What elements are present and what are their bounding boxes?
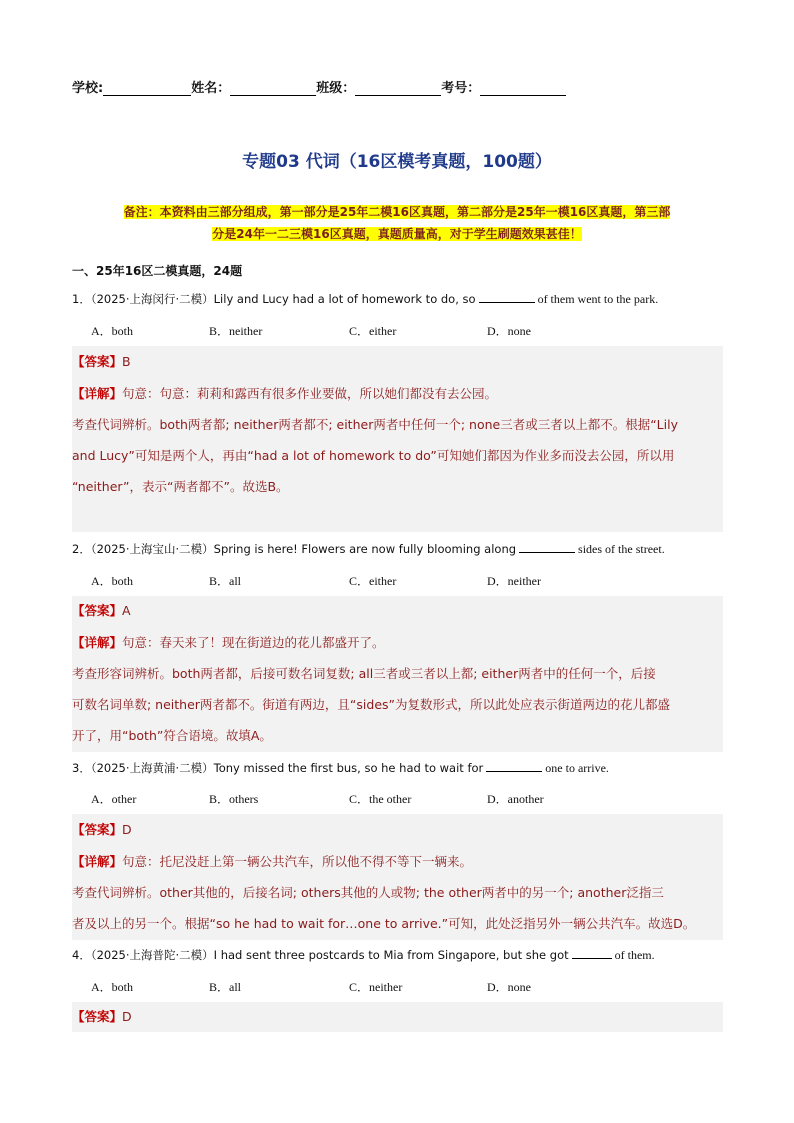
note-box bbox=[72, 201, 722, 245]
answer-line bbox=[72, 602, 131, 620]
detail-line: 可数名词单数; neither两者都不。街道有两边，且“sides”为复数形式，所以此处应表示街道两边的花儿都盛 bbox=[72, 697, 670, 712]
option-c[interactable]: C．the other bbox=[349, 792, 412, 806]
detail-line: “neither”，表示“两者都不”。故选B。 bbox=[72, 479, 289, 494]
class-field[interactable] bbox=[355, 81, 441, 96]
answer-value: D bbox=[122, 822, 132, 837]
question-text-end: of them went to the park. bbox=[537, 292, 659, 306]
answer-value: B bbox=[122, 354, 131, 369]
question-2-stem bbox=[72, 540, 722, 558]
answer-line bbox=[72, 1008, 132, 1026]
detail-line: 考查形容词辨析。both两者都，后接可数名词复数; all三者或三者以上都; either两者中的任何一个，后接 bbox=[72, 666, 656, 681]
detail-line: 句意：句意：莉莉和露西有很多作业要做，所以她们都没有去公园。 bbox=[122, 386, 498, 401]
option-d[interactable]: D．none bbox=[487, 980, 531, 994]
option-c[interactable]: C．neither bbox=[349, 980, 403, 994]
answer-value: A bbox=[122, 603, 131, 618]
detail-line: 句意：春天来了！现在街道边的花儿都盛开了。 bbox=[122, 635, 385, 650]
option-b[interactable]: B．others bbox=[209, 792, 259, 806]
question-4-stem bbox=[72, 946, 722, 964]
question-1-stem bbox=[72, 290, 722, 308]
class-label: 班级： bbox=[316, 81, 356, 96]
detail-block bbox=[72, 378, 723, 502]
answer-line bbox=[72, 353, 131, 371]
exam-number-field[interactable] bbox=[480, 81, 566, 96]
detail-line: 开了，用“both”符合语境。故填A。 bbox=[72, 728, 272, 743]
question-text: 3．（2025·上海黄浦·二模）Tony missed the first bus, so he had to wait for bbox=[72, 761, 484, 775]
answer-blank bbox=[486, 760, 542, 772]
section-title: 一、25年16区二模真题，24题 bbox=[72, 264, 243, 278]
answer-label: 【答案】 bbox=[72, 1009, 123, 1024]
option-b[interactable]: B．neither bbox=[209, 324, 263, 338]
page-title: 专题03 代词（16区模考真题，100题） bbox=[242, 152, 552, 172]
answer-label: 【答案】 bbox=[72, 603, 123, 618]
option-b[interactable]: B．all bbox=[209, 574, 241, 588]
student-info-header bbox=[72, 77, 566, 96]
option-a[interactable]: A．both bbox=[91, 324, 134, 338]
answer-value: D bbox=[122, 1009, 132, 1024]
school-field[interactable] bbox=[103, 81, 191, 96]
answer-label: 【答案】 bbox=[72, 822, 123, 837]
name-label: 姓名： bbox=[191, 81, 231, 96]
detail-label: 【详解】 bbox=[72, 386, 123, 401]
question-text-end: sides of the street. bbox=[578, 542, 665, 556]
note-line-1: 备注：本资料由三部分组成，第一部分是25年二模16区真题，第二部分是25年一模16区真题，第三部 bbox=[123, 205, 671, 219]
detail-block bbox=[72, 846, 723, 939]
exam-label: 考号： bbox=[441, 81, 481, 96]
answer-line bbox=[72, 821, 132, 839]
question-text-end: of them. bbox=[614, 948, 655, 962]
answer-blank bbox=[572, 947, 612, 959]
option-c[interactable]: C．either bbox=[349, 574, 397, 588]
question-3-stem bbox=[72, 759, 722, 777]
detail-label: 【详解】 bbox=[72, 635, 123, 650]
answer-box bbox=[72, 1002, 723, 1032]
detail-line: 考查代词辨析。both两者都; neither两者都不; either两者中任何一个; none三者或三者以上都不。根据“Lily bbox=[72, 417, 678, 432]
detail-line: 考查代词辨析。other其他的，后接名词; others其他的人或物; the other两者中的另一个; another泛指三 bbox=[72, 885, 664, 900]
question-text-end: one to arrive. bbox=[545, 761, 609, 775]
answer-blank bbox=[519, 541, 575, 553]
note-line-2: 分是24年一二三模16区真题，真题质量高，对于学生刷题效果甚佳！ bbox=[212, 227, 582, 241]
question-text: 4．（2025·上海普陀·二模）I had sent three postcards to Mia from Singapore, but she got bbox=[72, 948, 569, 962]
option-c[interactable]: C．either bbox=[349, 324, 397, 338]
detail-block bbox=[72, 627, 723, 751]
option-a[interactable]: A．other bbox=[91, 792, 137, 806]
name-field[interactable] bbox=[230, 81, 316, 96]
school-label: 学校: bbox=[72, 81, 104, 96]
detail-line: 者及以上的另一个。根据“so he had to wait for…one to arrive.”可知，此处泛指另外一辆公共汽车。故选D。 bbox=[72, 916, 696, 931]
option-a[interactable]: A．both bbox=[91, 574, 134, 588]
question-text: 2．（2025·上海宝山·二模）Spring is here! Flowers are now fully blooming along bbox=[72, 542, 517, 556]
detail-label: 【详解】 bbox=[72, 854, 123, 869]
option-d[interactable]: D．another bbox=[487, 792, 544, 806]
option-d[interactable]: D．neither bbox=[487, 574, 541, 588]
answer-label: 【答案】 bbox=[72, 354, 123, 369]
question-text: 1．（2025·上海闵行·二模）Lily and Lucy had a lot of homework to do, so bbox=[72, 292, 476, 306]
detail-line: 句意：托尼没赶上第一辆公共汽车，所以他不得不等下一辆来。 bbox=[122, 854, 473, 869]
answer-blank bbox=[479, 291, 535, 303]
detail-line: and Lucy”可知是两个人，再由“had a lot of homework to do”可知她们都因为作业多而没去公园，所以用 bbox=[72, 448, 675, 463]
option-b[interactable]: B．all bbox=[209, 980, 241, 994]
option-d[interactable]: D．none bbox=[487, 324, 531, 338]
option-a[interactable]: A．both bbox=[91, 980, 134, 994]
